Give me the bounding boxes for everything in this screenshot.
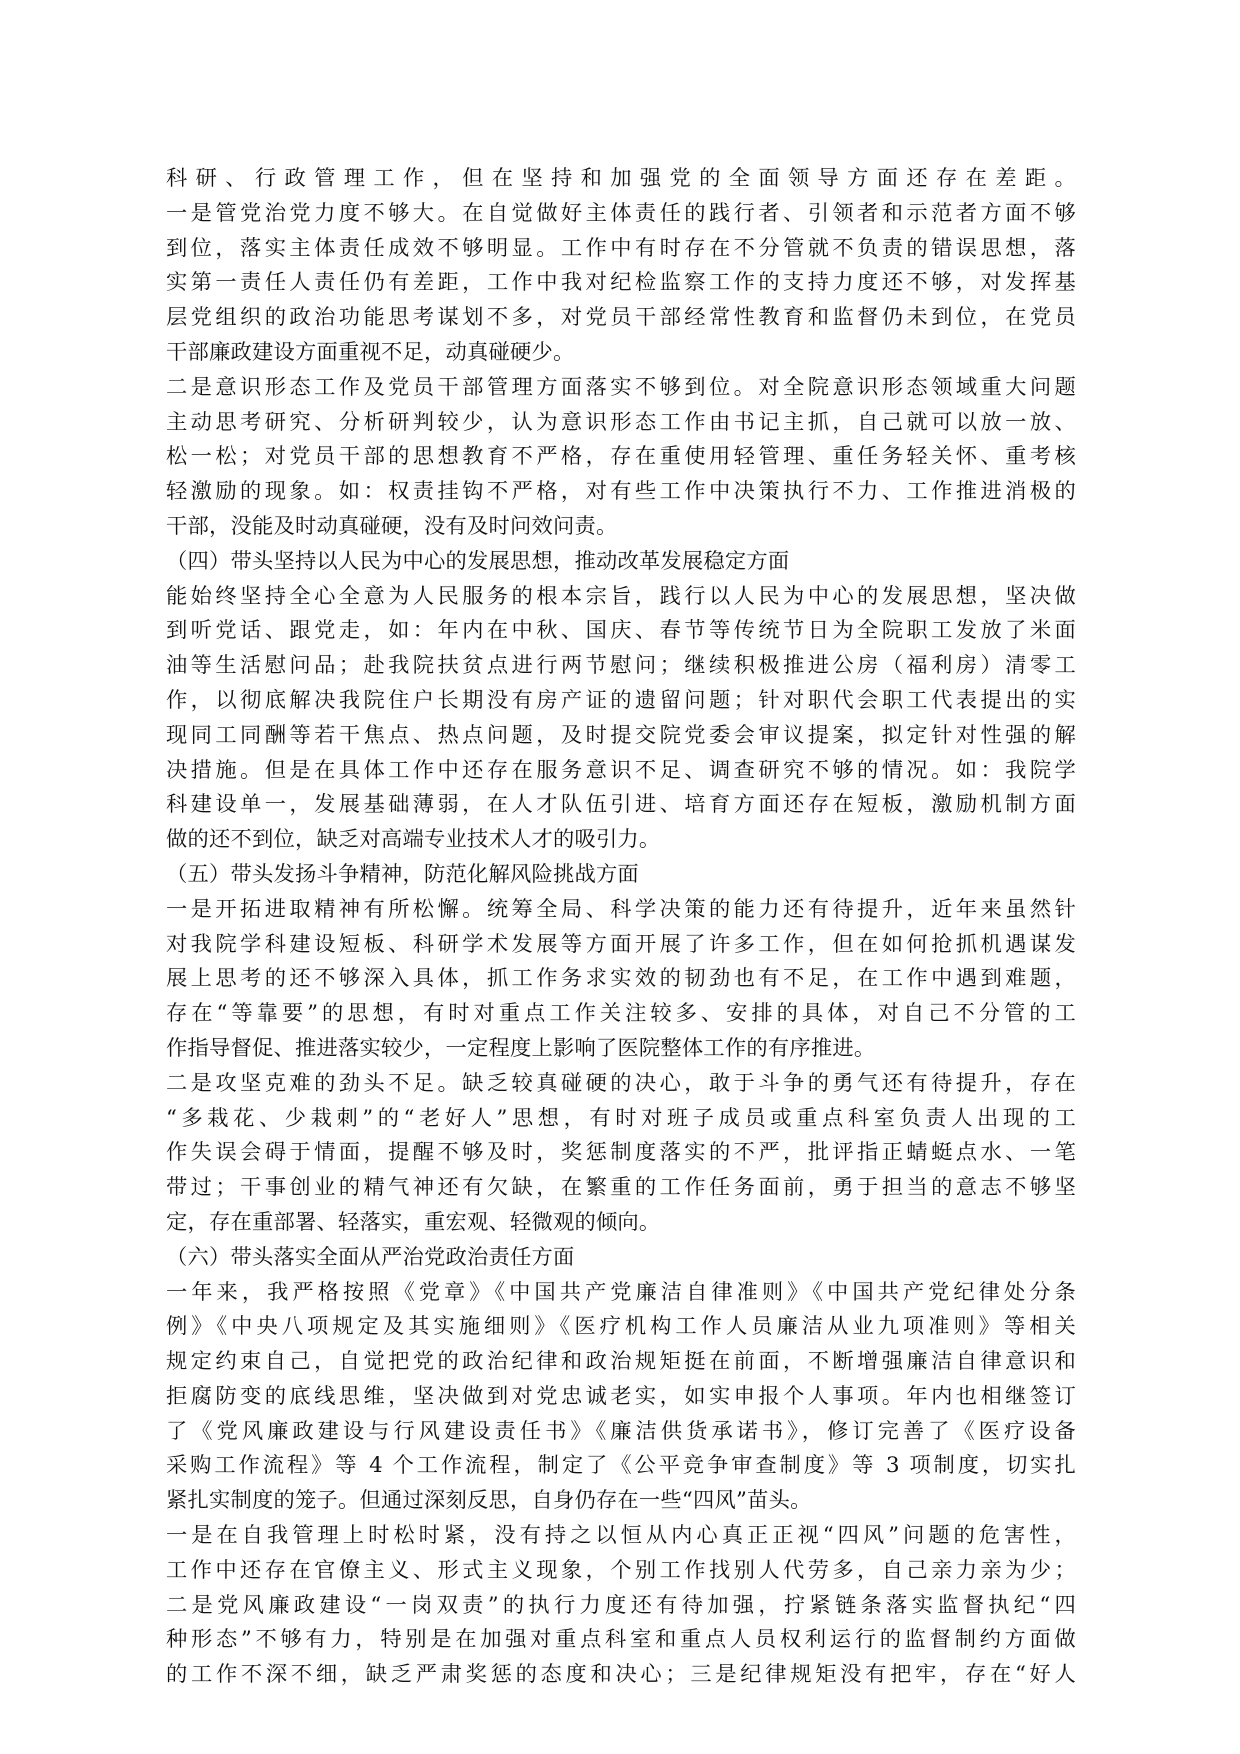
text-line: 二是攻坚克难的劲头不足。缺乏较真碰硬的决心，敢于斗争的勇气还有待提升，存在 [166,1070,1076,1096]
text-line: 种形态”不够有力，特别是在加强对重点科室和重点人员权利运行的监督制约方面做 [166,1627,1076,1653]
text-line: 二是党风廉政建设“一岗双责”的执行力度还有待加强，拧紧链条落实监督执纪“四 [166,1592,1076,1618]
text-line: 干部廉政建设方面重视不足，动真碰硬少。 [166,339,575,365]
text-line: 实第一责任人责任仍有差距，工作中我对纪检监察工作的支持力度还不够，对发挥基 [166,270,1076,296]
text-line: 带过；干事创业的精气神还有欠缺，在繁重的工作任务面前，勇于担当的意志不够坚 [166,1175,1076,1201]
text-line: 的工作不深不细，缺乏严肃奖惩的态度和决心；三是纪律规矩没有把牢，存在“好人 [166,1662,1076,1688]
text-line: 了《党风廉政建设与行风建设责任书》《廉洁供货承诺书》，修订完善了《医疗设备 [166,1418,1076,1444]
document-body [166,162,1076,1693]
text-line: 到位，落实主体责任成效不够明显。工作中有时存在不分管就不负责的错误思想，落 [166,235,1076,261]
text-line: 轻激励的现象。如：权责挂钩不严格，对有些工作中决策执行不力、工作推进消极的 [166,479,1076,505]
text-line: 科建设单一，发展基础薄弱，在人才队伍引进、培育方面还存在短板，激励机制方面 [166,792,1076,818]
section-heading: （六）带头落实全面从严治党政治责任方面 [166,1244,575,1270]
text-line: 油等生活慰问品；赴我院扶贫点进行两节慰问；继续积极推进公房（福利房）清零工 [166,653,1076,679]
text-line: 到听党话、跟党走，如：年内在中秋、国庆、春节等传统节日为全院职工发放了米面 [166,618,1076,644]
text-line: 二是意识形态工作及党员干部管理方面落实不够到位。对全院意识形态领域重大问题 [166,374,1076,400]
text-line: 一年来，我严格按照《党章》《中国共产党廉洁自律准则》《中国共产党纪律处分条 [166,1279,1076,1305]
text-line: 作指导督促、推进落实较少，一定程度上影响了医院整体工作的有序推进。 [166,1035,876,1061]
text-line: 现同工同酬等若干焦点、热点问题，及时提交院党委会审议提案，拟定针对性强的解 [166,722,1076,748]
text-line: 定，存在重部署、轻落实，重宏观、轻微观的倾向。 [166,1209,661,1235]
text-line: 松一松；对党员干部的思想教育不严格，存在重使用轻管理、重任务轻关怀、重考核 [166,444,1076,470]
text-line: 干部，没能及时动真碰硬，没有及时问效问责。 [166,513,618,539]
text-line: “多栽花、少栽刺”的“老好人”思想，有时对班子成员或重点科室负责人出现的工 [166,1105,1076,1131]
text-line: 科研、行政管理工作，但在坚持和加强党的全面领导方面还存在差距。 [166,166,1076,191]
section-heading: （五）带头发扬斗争精神，防范化解风险挑战方面 [166,861,639,887]
text-line: 做的还不到位，缺乏对高端专业技术人才的吸引力。 [166,827,661,853]
text-line: 一是在自我管理上时松时紧，没有持之以恒从内心真正正视“四风”问题的危害性， [166,1523,1076,1549]
text-line: 能始终坚持全心全意为人民服务的根本宗旨，践行以人民为中心的发展思想，坚决做 [166,583,1076,609]
text-line: 工作中还存在官僚主义、形式主义现象，个别工作找别人代劳多，自己亲力亲为少； [166,1557,1076,1583]
text-line: 展上思考的还不够深入具体，抓工作务求实效的韧劲也有不足，在工作中遇到难题， [166,966,1076,992]
text-line: 一是管党治党力度不够大。在自觉做好主体责任的践行者、引领者和示范者方面不够 [166,200,1076,226]
text-line: 主动思考研究、分析研判较少，认为意识形态工作由书记主抓，自己就可以放一放、 [166,409,1076,435]
text-line: 紧扎实制度的笼子。但通过深刻反思，自身仍存在一些“四风”苗头。 [166,1488,812,1514]
text-line: 一是开拓进取精神有所松懈。统筹全局、科学决策的能力还有待提升，近年来虽然针 [166,896,1076,922]
text-line: 对我院学科建设短板、科研学术发展等方面开展了许多工作，但在如何抢抓机遇谋发 [166,931,1076,957]
text-line: 规定约束自己，自觉把党的政治纪律和政治规矩挺在前面，不断增强廉洁自律意识和 [166,1349,1076,1375]
text-line: 例》《中央八项规定及其实施细则》《医疗机构工作人员廉洁从业九项准则》等相关 [166,1314,1076,1340]
text-line: 作，以彻底解决我院住户长期没有房产证的遗留问题；针对职代会职工代表提出的实 [166,687,1076,713]
text-line: 拒腐防变的底线思维，坚决做到对党忠诚老实，如实申报个人事项。年内也相继签订 [166,1383,1076,1409]
text-line: 层党组织的政治功能思考谋划不多，对党员干部经常性教育和监督仍未到位，在党员 [166,305,1076,331]
text-line: 作失误会碍于情面，提醒不够及时，奖惩制度落实的不严，批评指正蜻蜓点水、一笔 [166,1140,1076,1166]
section-heading: （四）带头坚持以人民为中心的发展思想，推动改革发展稳定方面 [166,548,790,574]
text-line: 存在“等靠要”的思想，有时对重点工作关注较多、安排的具体，对自己不分管的工 [166,1001,1076,1027]
text-line: 采购工作流程》等 4 个工作流程，制定了《公平竞争审查制度》等 3 项制度，切实扎 [166,1453,1076,1479]
text-line: 决措施。但是在具体工作中还存在服务意识不足、调查研究不够的情况。如：我院学 [166,757,1076,783]
